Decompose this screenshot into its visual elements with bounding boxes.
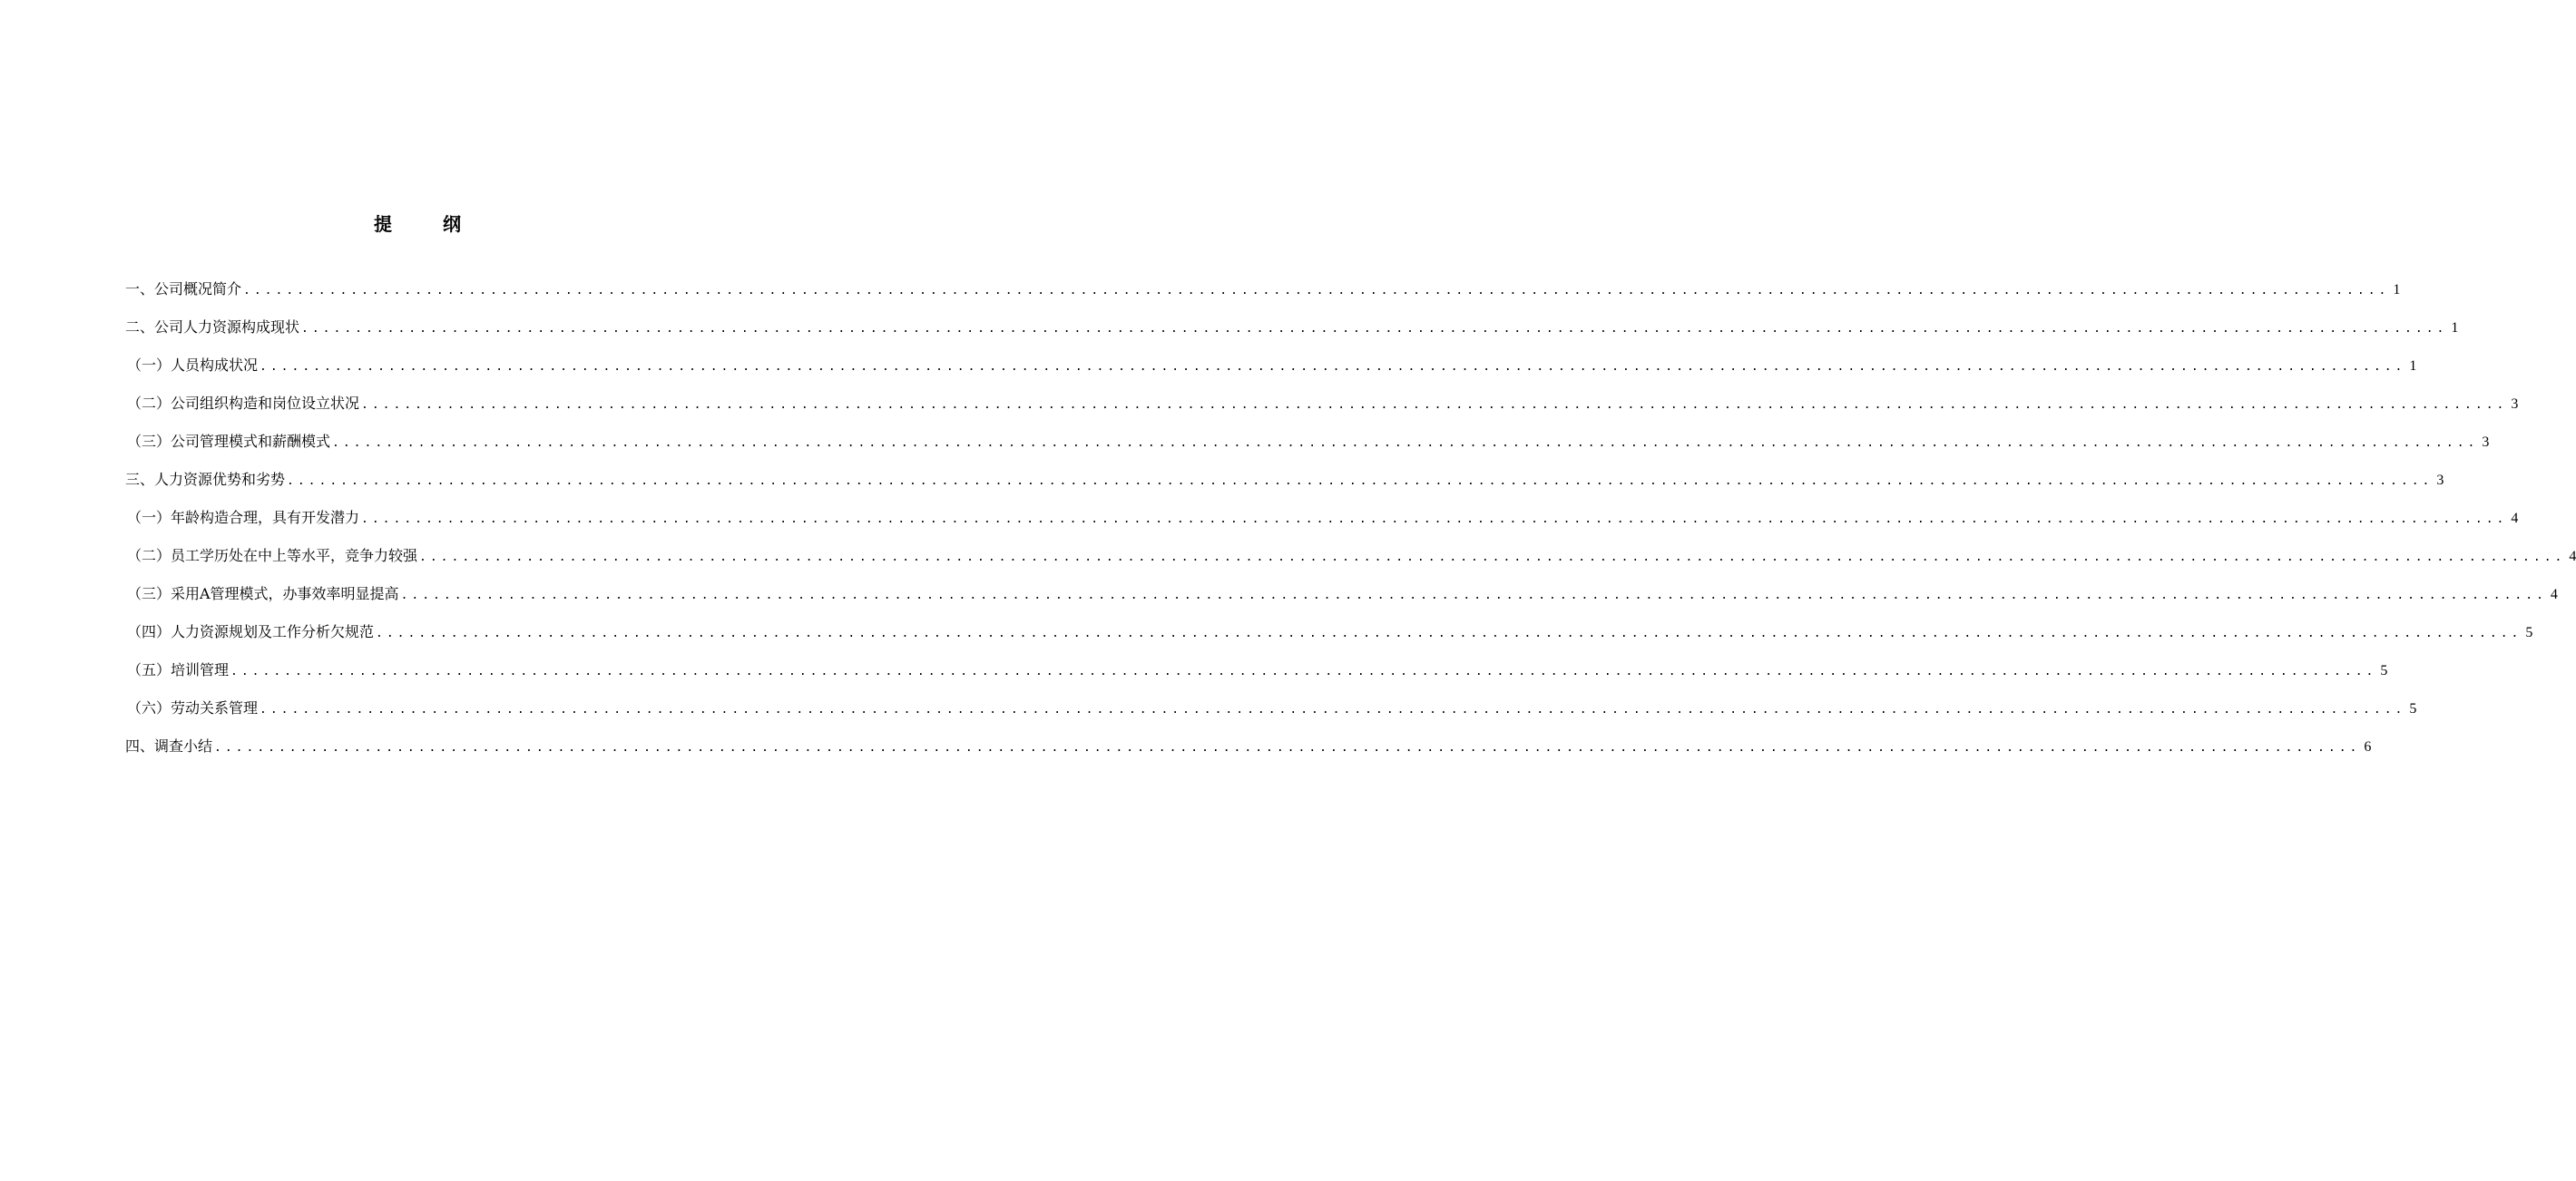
toc-page-number: 1 bbox=[2451, 320, 2459, 336]
toc-entry[interactable] bbox=[125, 427, 2490, 465]
toc-entry[interactable] bbox=[125, 542, 2576, 580]
toc-leader-dots: ........................................................................................................................................................................................................ bbox=[361, 398, 2508, 412]
toc-entry-text: （二）公司组织构造和岗位设立状况 bbox=[127, 395, 360, 412]
toc-entry[interactable] bbox=[125, 694, 2417, 732]
toc-entry-text: 三、人力资源优势和劣势 bbox=[125, 471, 286, 488]
toc-leader-dots: ........................................................................................................................................................................................................ bbox=[419, 551, 2566, 564]
toc-entry-text: （五）培训管理 bbox=[127, 661, 230, 678]
toc-entry[interactable] bbox=[125, 275, 2401, 313]
toc-entry-text: （四）人力资源规划及工作分析欠规范 bbox=[127, 623, 375, 640]
toc-entry-text: 四、调查小结 bbox=[125, 737, 213, 755]
toc-entry[interactable] bbox=[125, 580, 2558, 618]
toc-page-number: 3 bbox=[2511, 396, 2519, 412]
table-of-contents bbox=[125, 275, 2576, 770]
toc-entry-text: （一）人员构成状况 bbox=[127, 356, 259, 374]
toc-entry-text: （一）年龄构造合理，具有开发潜力 bbox=[127, 509, 360, 526]
toc-page-number: 6 bbox=[2364, 739, 2372, 755]
toc-page-number: 5 bbox=[2380, 663, 2388, 678]
toc-page-number: 5 bbox=[2409, 701, 2417, 717]
toc-entry-text: （三）采用A管理模式，办事效率明显提高 bbox=[127, 585, 399, 602]
toc-leader-dots: ........................................................................................................................................................................................................ bbox=[361, 512, 2508, 526]
document-title: 提 纲 bbox=[374, 213, 477, 235]
toc-page-number: 4 bbox=[2550, 587, 2558, 602]
toc-leader-dots: ........................................................................................................................................................................................................ bbox=[260, 360, 2406, 374]
toc-entry[interactable] bbox=[125, 351, 2417, 389]
toc-page-number: 1 bbox=[2409, 358, 2417, 374]
toc-leader-dots: ........................................................................................................................................................................................................ bbox=[332, 436, 2479, 450]
toc-entry[interactable] bbox=[125, 389, 2519, 427]
toc-entry[interactable] bbox=[125, 618, 2533, 656]
toc-entry-text: 一、公司概况简介 bbox=[125, 280, 242, 298]
toc-leader-dots: ........................................................................................................................................................................................................ bbox=[230, 665, 2377, 678]
toc-entry-text: （三）公司管理模式和薪酬模式 bbox=[127, 433, 331, 450]
toc-leader-dots: ........................................................................................................................................................................................................ bbox=[260, 703, 2406, 717]
toc-entry[interactable] bbox=[125, 465, 2444, 503]
toc-leader-dots: ........................................................................................................................................................................................................ bbox=[214, 741, 2361, 755]
toc-entry-text: （六）劳动关系管理 bbox=[127, 699, 259, 717]
toc-page-number: 4 bbox=[2511, 511, 2519, 526]
toc-leader-dots: ........................................................................................................................................................................................................ bbox=[376, 627, 2522, 640]
toc-leader-dots: ........................................................................................................................................................................................................ bbox=[400, 589, 2547, 602]
toc-entry[interactable] bbox=[125, 732, 2372, 770]
toc-page-number: 5 bbox=[2525, 625, 2533, 640]
toc-entry-text: 二、公司人力资源构成现状 bbox=[125, 318, 300, 336]
toc-page-number: 3 bbox=[2482, 434, 2490, 450]
toc-entry[interactable] bbox=[125, 503, 2519, 542]
toc-entry-text: （二）员工学历处在中上等水平，竞争力较强 bbox=[127, 547, 418, 564]
toc-entry[interactable] bbox=[125, 656, 2388, 694]
toc-leader-dots: ........................................................................................................................................................................................................ bbox=[287, 474, 2434, 488]
toc-page-number: 4 bbox=[2569, 549, 2576, 564]
toc-page-number: 1 bbox=[2393, 282, 2401, 298]
toc-entry[interactable] bbox=[125, 313, 2459, 351]
toc-leader-dots: ........................................................................................................................................................................................................ bbox=[243, 284, 2390, 298]
toc-page-number: 3 bbox=[2436, 473, 2444, 488]
toc-leader-dots: ........................................................................................................................................................................................................ bbox=[301, 322, 2448, 336]
